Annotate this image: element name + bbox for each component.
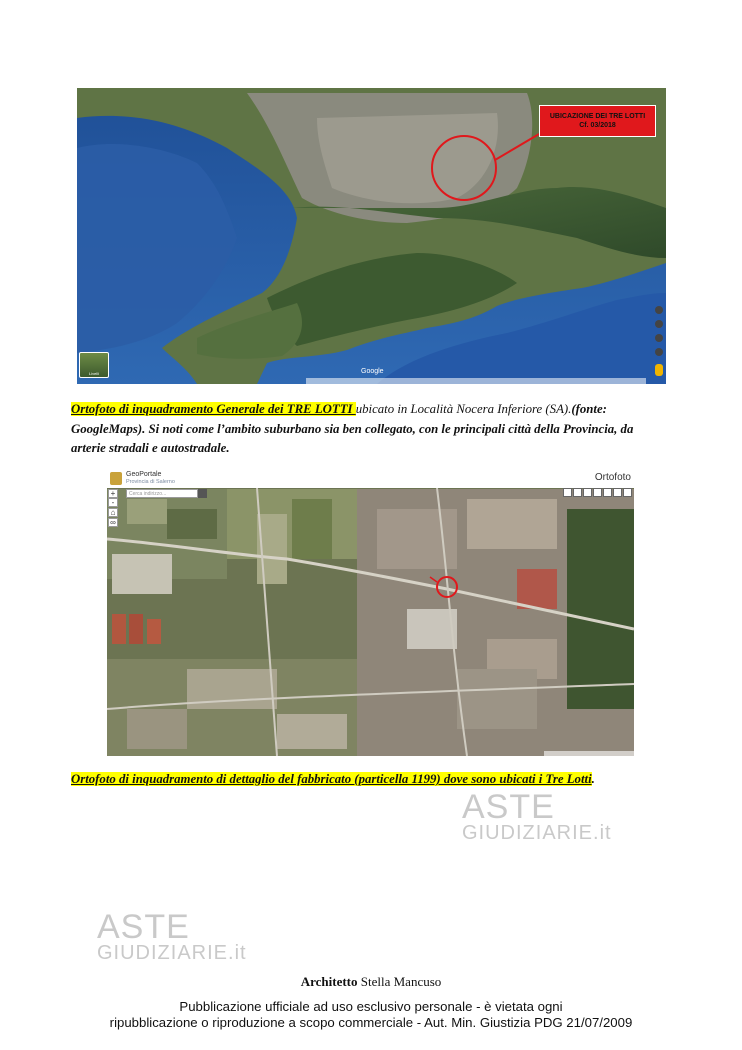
zoom-out-icon[interactable] [655, 334, 663, 342]
province-logo-icon [110, 472, 122, 485]
author-name: Stella Mancuso [357, 974, 442, 989]
geoportale-ortofoto-map [107, 469, 634, 756]
print-icon[interactable] [563, 488, 572, 497]
ortofoto-imagery [107, 469, 634, 756]
binoculars-icon[interactable]: ∞ [108, 518, 118, 527]
overview-satellite-map [77, 88, 666, 384]
zoom-in-icon[interactable] [655, 320, 663, 328]
help-icon[interactable] [613, 488, 622, 497]
location-callout [539, 105, 656, 137]
portal-subtitle: Provincia di Salerno [126, 479, 175, 485]
layers-label: Livelli [88, 371, 99, 376]
watermark-line2: GIUDIZIARIE.it [462, 822, 612, 844]
address-search-input[interactable]: Cerca indirizzo... [126, 489, 198, 498]
watermark-aste-giudiziarie [462, 788, 612, 844]
publication-notice-line1: Pubblicazione ufficiale ad uso esclusivo personale - è vietata ogni [179, 999, 563, 1014]
map-attribution [544, 751, 634, 756]
watermark-aste-giudiziarie [97, 908, 247, 964]
info-icon[interactable] [583, 488, 592, 497]
portal-title: GeoPortale [126, 471, 162, 478]
share-icon[interactable] [603, 488, 612, 497]
caption-overview [71, 400, 671, 459]
layers-button[interactable] [79, 352, 109, 378]
caption-overview-note: (fonte: GoogleMaps). Si noti come l’ambito suburbano sia ben collegato, con le principali città della Provincia, da arterie stradali e autostradale. [71, 402, 634, 455]
callout-title: UBICAZIONE DEI TRE LOTTI [549, 113, 646, 120]
map-attribution [306, 378, 646, 384]
callout-ref: Cf. 03/2018 [579, 122, 616, 129]
google-logo: Google [361, 368, 384, 375]
caption-detail-period: . [591, 772, 595, 786]
search-go-button[interactable] [198, 489, 207, 498]
layers-icon[interactable] [593, 488, 602, 497]
watermark-line1: ASTE [97, 908, 190, 946]
caption-overview-highlight: Ortofoto di inquadramento Generale dei TRE LOTTI [71, 402, 356, 416]
geoportale-header [107, 469, 634, 488]
pegman-icon[interactable] [655, 364, 663, 376]
caption-detail-highlight: Ortofoto di inquadramento di dettaglio del fabbricato (particella 1199) dove sono ubicati i Tre Lotti [71, 772, 592, 786]
watermark-line1: ASTE [462, 788, 555, 826]
home-icon[interactable]: ⌂ [108, 508, 118, 517]
compass-icon[interactable] [655, 306, 663, 314]
caption-overview-location: ubicato in Località Nocera Inferiore (SA). [355, 402, 572, 416]
grid-icon[interactable] [655, 348, 663, 356]
measure-icon[interactable] [573, 488, 582, 497]
caption-detail [71, 770, 595, 788]
author-signature [0, 974, 742, 990]
author-role: Architetto [300, 974, 358, 989]
zoom-in-button[interactable]: + [108, 489, 118, 498]
fullscreen-icon[interactable] [623, 488, 632, 497]
map-toolbar [563, 488, 632, 498]
publication-notice-line2: ripubblicazione o riproduzione a scopo commerciale - Aut. Min. Giustizia PDG 21/07/2009 [109, 1015, 633, 1030]
layer-title: Ortofoto [594, 472, 631, 483]
watermark-line2: GIUDIZIARIE.it [97, 942, 247, 964]
zoom-out-button[interactable]: - [108, 498, 118, 507]
